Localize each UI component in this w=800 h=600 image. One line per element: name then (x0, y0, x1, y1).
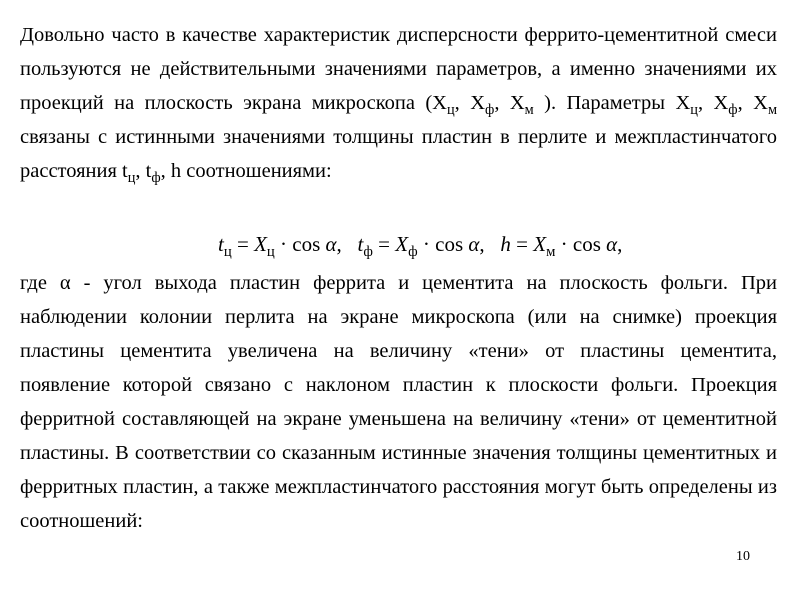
formula-t-f: $t_ф = X_ф \cdot \cos \alpha$, (357, 232, 485, 261)
paragraph-intro (20, 18, 777, 188)
var-x-f: $X_ф$ (713, 92, 738, 119)
var-x-c: $X_ц$ (675, 92, 698, 119)
var-x-m: $X_м$ (753, 92, 778, 119)
separator: , (160, 160, 171, 182)
end-text: соотношениями: (181, 160, 332, 182)
mid-text: связаны с истинными значениями толщины пластин в перлите и межпластинчатого расстояния (20, 126, 777, 182)
separator: , (135, 160, 146, 182)
var-x-c: $X_ц$ (432, 92, 455, 119)
formula-line (218, 229, 622, 259)
explanation-text: - угол выхода пластин феррита и цементита на плоскость фольги. При наблюдении колонии перлита на экране микроскопа (или на снимке) проекция пластины цементита увеличена на величину «тени» от пластины цементита, появление которой связано с наклоном пластин к плоскости фольги. Проекция ферритной составляющей на экране уменьшена на величину «тени» от цементитной пластины. В соответствии со сказанным истинные значения толщины цементитных и ферритных пластин, а также межпластинчатого расстояния могут быть определены из соотношений: (20, 272, 777, 532)
var-t-c: $t_ц$ (122, 160, 136, 187)
var-t-f: $t_ф$ (145, 160, 161, 187)
separator: , (494, 92, 510, 114)
separator: , (454, 92, 471, 114)
paragraph-explanation (20, 266, 777, 538)
intro-text: Довольно часто в качестве характеристик дисперсности феррито-цементитной смеси пользуются не действительными значениями параметров, а именно значениями их проекций на плоскость экрана микроскопа ( (20, 24, 777, 114)
var-h: h (170, 160, 182, 182)
var-x-f: $X_ф$ (470, 92, 495, 119)
close-paren-text: ). Параметры (533, 92, 676, 114)
formula-t-c: $t_ц = X_ц \cdot \cos \alpha$, (218, 232, 342, 261)
page-number: 10 (736, 549, 750, 564)
formula-h: $h = X_м \cdot \cos \alpha$, (500, 232, 623, 261)
separator: , (737, 92, 754, 114)
separator: , (697, 92, 714, 114)
where-text: где (20, 272, 60, 294)
var-x-m: $X_м$ (509, 92, 534, 119)
alpha-symbol: α (59, 272, 71, 294)
